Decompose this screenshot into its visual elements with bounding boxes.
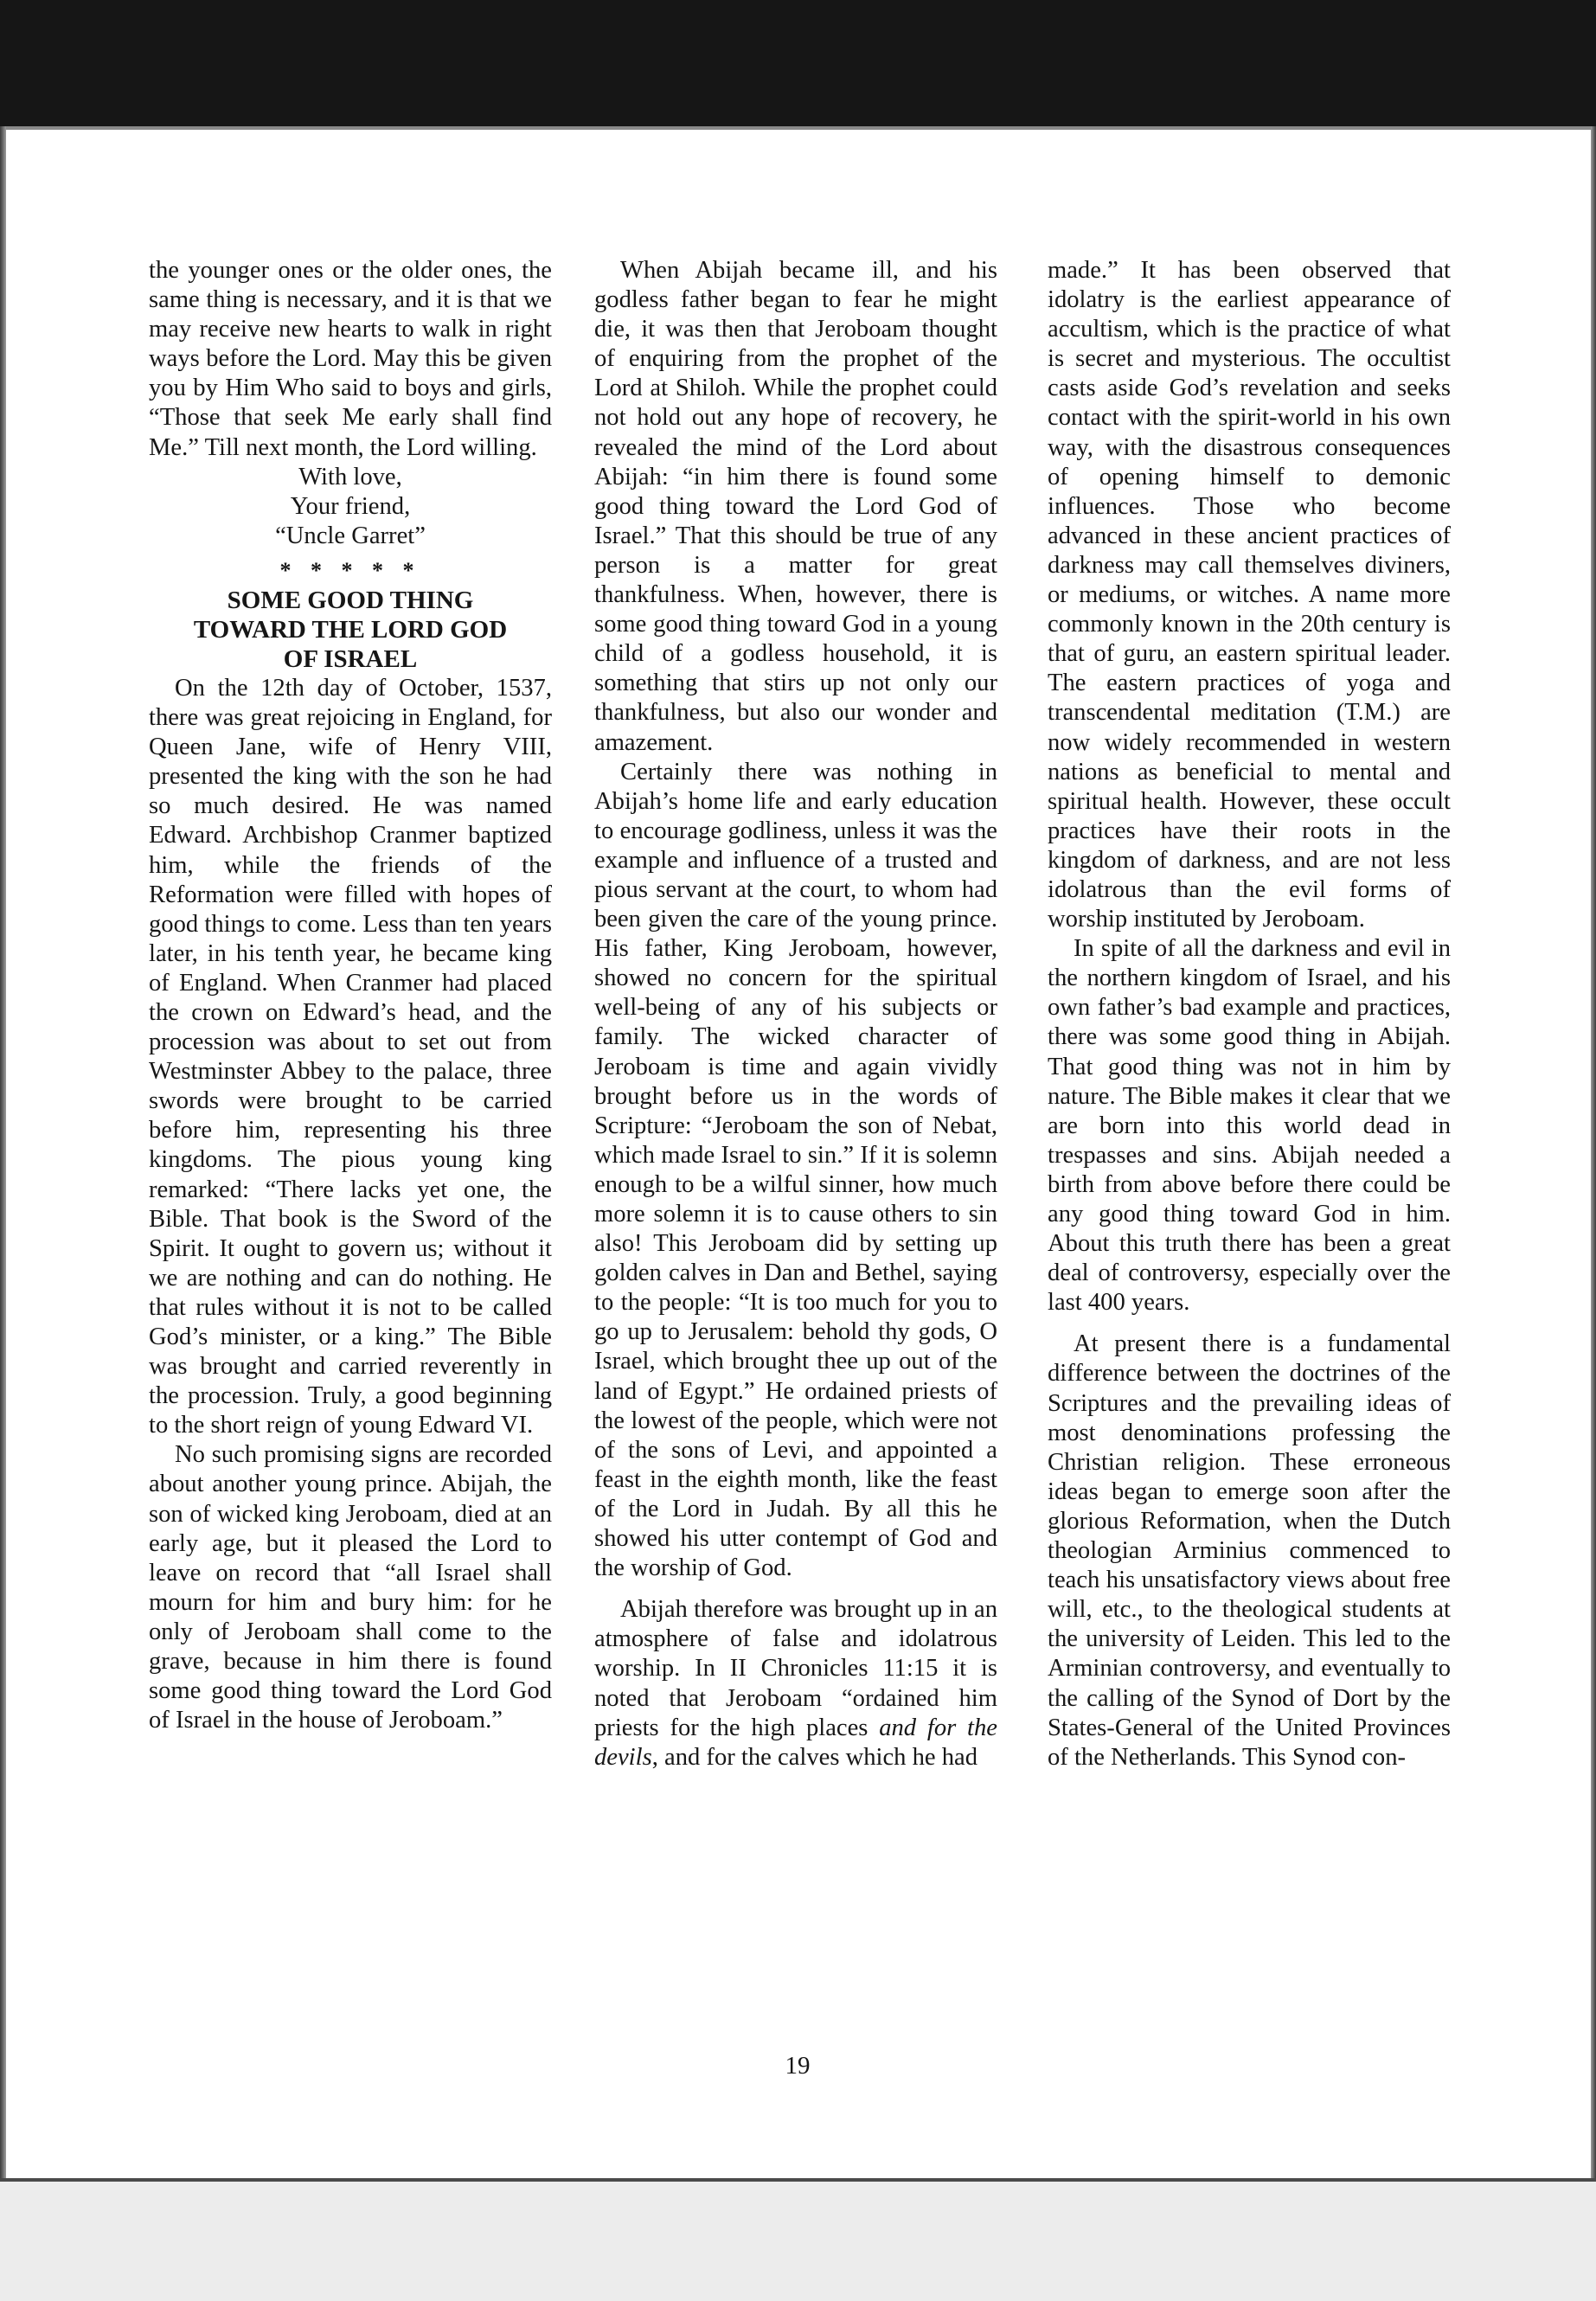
title-line: TOWARD THE LORD GOD [193, 615, 508, 644]
letter-closing [149, 463, 552, 551]
column-right [1048, 256, 1451, 1772]
page-number: 19 [785, 2052, 811, 2080]
column-middle [594, 256, 997, 1772]
paragraph-text: Abijah therefore was brought up in an atmosphere of false and idolatrous worship. In II Chronicles 11:15 it is noted that Jeroboam “ordained him priests for the high places [594, 1596, 997, 1741]
paragraph-text: , and for the calves which he had [651, 1743, 978, 1771]
title-line: SOME GOOD THING [227, 586, 474, 614]
scan-top-border [0, 0, 1596, 126]
article-title [149, 586, 552, 674]
signature: “Uncle Garret” [275, 522, 426, 549]
scan-right-edge [1591, 126, 1596, 2185]
paragraph: made.” It has been observed that idolatry is the earliest appearance of accultism, which is the practice of what is secret and mysterious. The occultist casts aside God’s revelation and seeks contact with the spirit-world in his own way, with the disastrous consequences of opening himself to demonic influences. Those who become advanced in these ancient practices of darkness may call themselves diviners, or mediums, or witches. A name more commonly known in the 20th century is that of guru, an eastern spiritual leader. The eastern practices of yoga and transcendental meditation (T.M.) are now widely recommended in western nations as beneficial to mental and spiritual health. However, these occult practices have their roots in the kingdom of darkness, and are not less idolatrous than the evil forms of worship instituted by Jeroboam. [1048, 257, 1451, 933]
section-divider: * * * * * [279, 557, 421, 583]
italic-quote: and for the devils [594, 1714, 997, 1771]
paragraph: Certainly there was nothing in Abijah’s home life and early education to encourage godliness, unless it was the example and influence of a trusted and pious servant at the court, to whom had been given the care of the young prince. His father, King Jeroboam, however, showed no concern for the spiritual well-being of any of his subjects or family. The wicked character of Jeroboam is time and again vividly brought before us in the words of Scripture: “Jeroboam the son of Nebat, which made Israel to sin.” If it is solemn enough to be a wilful sinner, how much more solemn it is to cause others to sin also! This Jeroboam did by setting up golden calves in Dan and Bethel, saying to the people: “It is too much for you to go up to Jerusalem: behold thy gods, O Israel, which brought thee up out of the land of Egypt.” He ordained priests of the lowest of the people, which were not of the sons of Levi, and appointed a feast in the eighth month, like the feast of the Lord in Judah. By all this he showed his utter contempt of God and the worship of God. [594, 758, 997, 1582]
paragraph: At present there is a fundamental difference between the doctrines of the Scriptures and the prevailing ideas of most denominations professing the Christian religion. These erroneous ideas began to emerge soon after the glorious Reformation, when the Dutch theologian Arminius commenced to teach his unsatisfactory views about free will, etc., to the theological students at the university of Leiden. This led to the Arminian controversy, and eventually to the calling of the Synod of Dort by the States-General of the United Provinces of the Netherlands. This Synod con- [1048, 1330, 1451, 1771]
scan-top-edge [0, 126, 1596, 130]
paragraph [594, 1595, 997, 1772]
paragraph: When Abijah became ill, and his godless father began to fear he might die, it was then that Jeroboam thought of enquiring from the prophet of the Lord at Shiloh. While the prophet could not hold out any hope of recovery, he revealed the mind of the Lord about Abijah: “in him there is found some good thing toward the Lord God of Israel.” That this should be true of any person is a matter for great thankfulness. When, however, there is some good thing toward God in a young child of a godless household, it is something that stirs up not only our thankfulness, but also our wonder and amazement. [594, 257, 997, 756]
paragraph: No such promising signs are recorded about another young prince. Abijah, the son of wicked king Jeroboam, died at an early age, but it pleased the Lord to leave on record that “all Israel shall mourn for him and bury him: for he only of Jeroboam shall come to the grave, because in him there is found some good thing toward the Lord God of Israel in the house of Jeroboam.” [149, 1441, 552, 1734]
scan-left-edge [0, 126, 6, 2185]
scan-bottom-area [0, 2182, 1596, 2301]
closing-line: With love, [298, 463, 402, 490]
closing-line: Your friend, [290, 492, 411, 520]
column-left [149, 256, 552, 1735]
paragraph: the younger ones or the older ones, the same thing is necessary, and it is that we may receive new hearts to walk in right ways before the Lord. May this be given you by Him Who said to boys and girls, “Those that seek Me early shall find Me.” Till next month, the Lord willing. [149, 257, 552, 461]
paragraph: On the 12th day of October, 1537, there was great rejoicing in England, for Queen Jane, wife of Henry VIII, presented the king with the son he had so much desired. He was named Edward. Archbishop Cranmer baptized him, while the friends of the Reformation were filled with hopes of good things to come. Less than ten years later, in his tenth year, he became king of England. When Cranmer had placed the crown on Edward’s head, and the procession was about to set out from Westminster Abbey to the palace, three swords were brought to be carried before him, representing his three kingdoms. The pious young king remarked: “There lacks yet one, the Bible. That book is the Sword of the Spirit. It ought to govern us; without it we are nothing and can do nothing. He that rules without it is not to be called God’s minister, or a king.” The Bible was brought and carried reverently in the procession. Truly, a good beginning to the short reign of young Edward VI. [149, 674, 552, 1439]
paragraph: In spite of all the darkness and evil in the northern kingdom of Israel, and his own father’s bad example and practices, there was some good thing in Abijah. That good thing was not in him by nature. The Bible makes it clear that we are born into this world dead in trespasses and sins. Abijah needed a birth from above before there could be any good thing toward God in him. About this truth there has been a great deal of controversy, especially over the last 400 years. [1048, 935, 1451, 1317]
title-line: OF ISRAEL [283, 644, 418, 673]
